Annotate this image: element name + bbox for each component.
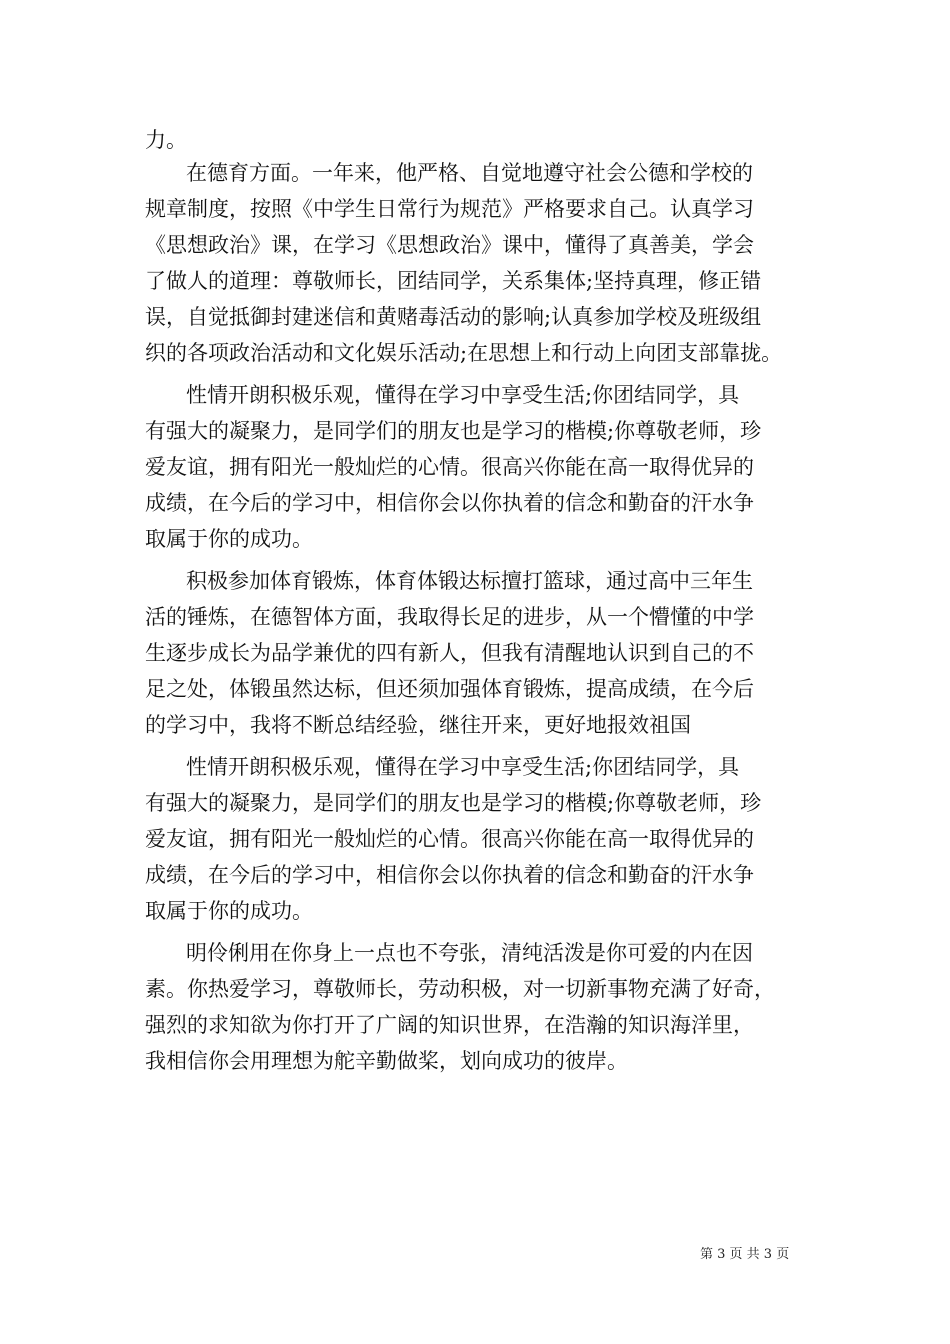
text-line: 足之处，体锻虽然达标，但还须加强体育锻炼，提高成绩，在今后 (145, 677, 754, 701)
text-line: 成绩，在今后的学习中，相信你会以你执着的信念和勤奋的汗水争 (145, 491, 754, 515)
text-line: 性情开朗积极乐观，懂得在学习中享受生活;你团结同学，具 (186, 383, 740, 407)
text-line: 我相信你会用理想为舵辛勤做桨，划向成功的彼岸。 (145, 1049, 628, 1073)
text-line: 积极参加体育锻炼，体育体锻达标擅打篮球，通过高中三年生 (186, 569, 753, 593)
text-line: 活的锤炼，在德智体方面，我取得长足的进步，从一个懵懂的中学 (145, 605, 754, 629)
text-line: 取属于你的成功。 (145, 527, 313, 551)
text-line: 的学习中，我将不断总结经验，继往开来，更好地报效祖国 (145, 713, 691, 737)
text-line: 规章制度，按照《中学生日常行为规范》严格要求自己。认真学习 (145, 197, 754, 221)
text-line: 素。你热爱学习，尊敬师长，劳动积极，对一切新事物充满了好奇， (145, 977, 775, 1001)
text-line: 爱友谊，拥有阳光一般灿烂的心情。很高兴你能在高一取得优异的 (145, 827, 754, 851)
text-line: 性情开朗积极乐观，懂得在学习中享受生活;你团结同学，具 (186, 755, 740, 779)
text-line: 了做人的道理：尊敬师长，团结同学，关系集体;坚持真理，修正错 (145, 269, 762, 293)
text-line: 在德育方面。一年来，他严格、自觉地遵守社会公德和学校的 (186, 161, 753, 185)
text-line: 《思想政治》课，在学习《思想政治》课中，懂得了真善美，学会 (145, 233, 754, 257)
page-number: 第 3 页 共 3 页 (700, 1247, 790, 1262)
text-line: 生逐步成长为品学兼优的四有新人，但我有清醒地认识到自己的不 (145, 641, 754, 665)
text-line: 取属于你的成功。 (145, 899, 313, 923)
text-line: 明伶俐用在你身上一点也不夸张，清纯活泼是你可爱的内在因 (186, 941, 753, 965)
text-line: 成绩，在今后的学习中，相信你会以你执着的信念和勤奋的汗水争 (145, 863, 754, 887)
text-line: 爱友谊，拥有阳光一般灿烂的心情。很高兴你能在高一取得优异的 (145, 455, 754, 479)
text-line: 力。 (145, 128, 187, 152)
text-line: 强烈的求知欲为你打开了广阔的知识世界，在浩瀚的知识海洋里， (145, 1013, 754, 1037)
text-line: 误，自觉抵御封建迷信和黄赌毒活动的影响;认真参加学校及班级组 (145, 305, 762, 329)
text-line: 织的各项政治活动和文化娱乐活动;在思想上和行动上向团支部靠拢。 (145, 341, 783, 365)
text-line: 有强大的凝聚力，是同学们的朋友也是学习的楷模;你尊敬老师，珍 (145, 791, 762, 815)
text-line: 有强大的凝聚力，是同学们的朋友也是学习的楷模;你尊敬老师，珍 (145, 419, 762, 443)
